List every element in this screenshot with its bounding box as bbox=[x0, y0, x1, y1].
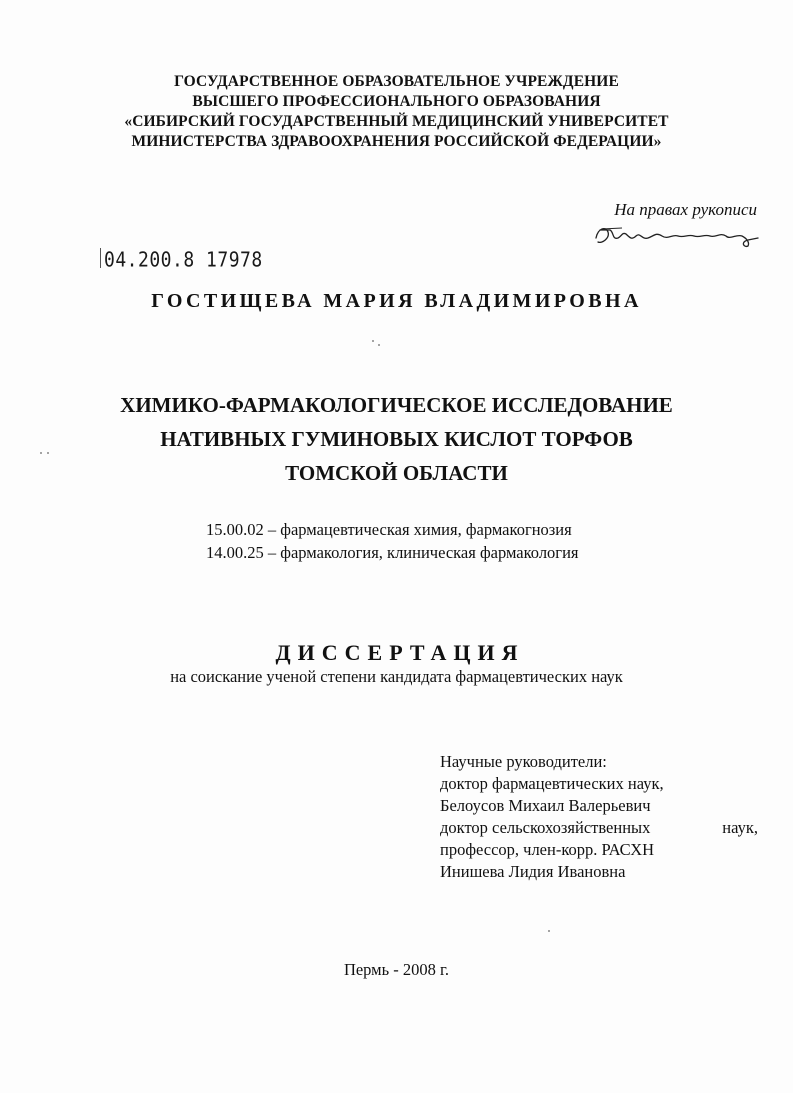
supervisor-2-degree-part-a: доктор сельскохозяйственных bbox=[440, 818, 651, 837]
thesis-title-line-1: ХИМИКО-ФАРМАКОЛОГИЧЕСКОЕ ИССЛЕДОВАНИЕ bbox=[120, 393, 673, 417]
manuscript-rights-note: На правах рукописи bbox=[614, 200, 757, 219]
institution-line-4: МИНИСТЕРСТВА ЗДРАВООХРАНЕНИЯ РОССИЙСКОЙ ФЕДЕРАЦИИ» bbox=[131, 133, 662, 150]
archive-stamp-number: 04.200.8 17978 bbox=[104, 248, 263, 273]
degree-sought: на соискание ученой степени кандидата фармацевтических наук bbox=[170, 667, 623, 686]
supervisors-block bbox=[440, 751, 758, 883]
specialty-line-2: 14.00.25 – фармакология, клиническая фармакология bbox=[206, 543, 579, 562]
supervisor-2-title: профессор, член-корр. РАСХН bbox=[440, 840, 655, 859]
scan-speck bbox=[372, 340, 374, 342]
scan-speck bbox=[378, 344, 380, 346]
author-name: ГОСТИЩЕВА МАРИЯ ВЛАДИМИРОВНА bbox=[151, 290, 642, 312]
institution-line-3: «СИБИРСКИЙ ГОСУДАРСТВЕННЫЙ МЕДИЦИНСКИЙ УНИВЕРСИТЕТ bbox=[124, 113, 669, 130]
specialty-codes bbox=[206, 518, 579, 564]
specialty-line-1: 15.00.02 – фармацевтическая химия, фармакогнозия bbox=[206, 520, 572, 539]
scan-speck bbox=[548, 930, 550, 932]
thesis-title bbox=[0, 388, 793, 490]
supervisor-2-name: Инишева Лидия Ивановна bbox=[440, 862, 626, 881]
supervisors-heading: Научные руководители: bbox=[440, 752, 607, 771]
institution-line-1: ГОСУДАРСТВЕННОЕ ОБРАЗОВАТЕЛЬНОЕ УЧРЕЖДЕНИЕ bbox=[174, 73, 619, 90]
thesis-title-line-2: НАТИВНЫХ ГУМИНОВЫХ КИСЛОТ ТОРФОВ bbox=[160, 427, 633, 451]
supervisor-2-degree bbox=[440, 817, 758, 839]
institution-line-2: ВЫСШЕГО ПРОФЕССИОНАЛЬНОГО ОБРАЗОВАНИЯ bbox=[192, 93, 601, 110]
institution-header bbox=[0, 72, 793, 152]
thesis-title-line-3: ТОМСКОЙ ОБЛАСТИ bbox=[285, 461, 508, 485]
place-and-year: Пермь - 2008 г. bbox=[343, 960, 450, 979]
supervisor-2-degree-part-b: наук, bbox=[722, 818, 758, 837]
supervisor-1-name: Белоусов Михаил Валерьевич bbox=[440, 796, 651, 815]
supervisor-1-degree: доктор фармацевтических наук, bbox=[440, 774, 664, 793]
author-signature bbox=[592, 220, 762, 250]
document-type: ДИССЕРТАЦИЯ bbox=[275, 640, 525, 665]
